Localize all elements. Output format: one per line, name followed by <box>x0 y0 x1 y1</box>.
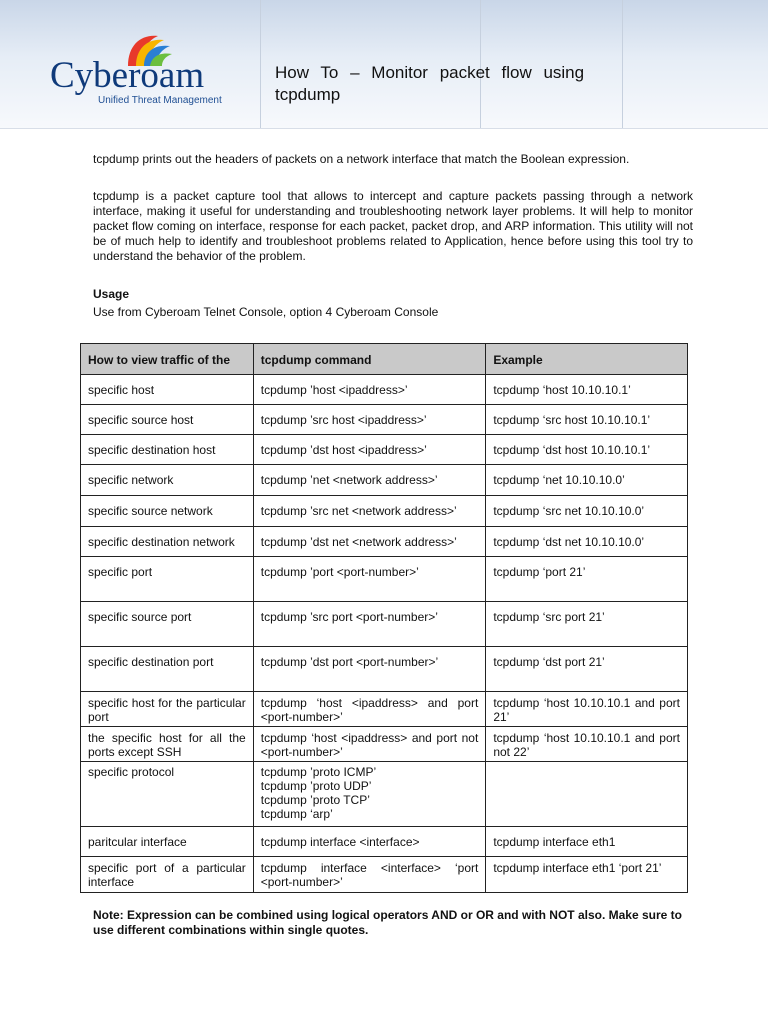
example-cell: tcpdump ‘src host 10.10.10.1’ <box>486 405 688 435</box>
table-row <box>81 527 688 557</box>
command-cell: tcpdump ’src net <network address>’ <box>253 496 486 527</box>
traffic-type-cell: specific source port <box>81 602 254 647</box>
table-row <box>81 465 688 496</box>
document-title-line1: How To – Monitor packet flow using <box>275 63 585 82</box>
command-cell: tcpdump interface <interface> <box>253 827 486 857</box>
intro-paragraph-1: tcpdump prints out the headers of packets on a network interface that match the Boolean expression. <box>93 152 630 166</box>
traffic-type-cell: specific source host <box>81 405 254 435</box>
example-cell: tcpdump ‘net 10.10.10.0’ <box>486 465 688 496</box>
example-cell <box>486 762 688 827</box>
command-cell: tcpdump ’port <port-number>’ <box>253 557 486 602</box>
column-header: How to view traffic of the <box>81 344 254 375</box>
command-cell: tcpdump ’src host <ipaddress>’ <box>253 405 486 435</box>
traffic-type-cell: specific destination host <box>81 435 254 465</box>
table-row <box>81 647 688 692</box>
table-row <box>81 496 688 527</box>
command-cell: tcpdump ’dst host <ipaddress>’ <box>253 435 486 465</box>
table-row <box>81 857 688 893</box>
intro-section <box>93 152 693 320</box>
table-row <box>81 602 688 647</box>
table-row <box>81 762 688 827</box>
usage-text: Use from Cyberoam Telnet Console, option 4 Cyberoam Console <box>93 305 439 319</box>
example-cell: tcpdump ‘host 10.10.10.1 and port not 22’ <box>486 727 688 762</box>
example-cell: tcpdump interface eth1 <box>486 827 688 857</box>
cyberoam-logo-text: Cyberoam <box>50 55 205 96</box>
column-header: Example <box>486 344 688 375</box>
traffic-type-cell: specific port <box>81 557 254 602</box>
document-title-line2: tcpdump <box>275 85 341 104</box>
traffic-type-cell: specific source network <box>81 496 254 527</box>
table-row <box>81 727 688 762</box>
table-header-row <box>81 344 688 375</box>
command-cell: tcpdump ’src port <port-number>’ <box>253 602 486 647</box>
command-cell: tcpdump interface <interface> ‘port <port-number>’ <box>253 857 486 893</box>
example-cell: tcpdump interface eth1 ‘port 21’ <box>486 857 688 893</box>
traffic-type-cell: specific host for the particular port <box>81 692 254 727</box>
table-row <box>81 375 688 405</box>
traffic-type-cell: specific port of a particular interface <box>81 857 254 893</box>
example-cell: tcpdump ‘dst host 10.10.10.1’ <box>486 435 688 465</box>
example-cell: tcpdump ‘dst net 10.10.10.0’ <box>486 527 688 557</box>
command-cell: tcpdump ’net <network address>’ <box>253 465 486 496</box>
command-cell: tcpdump ‘host <ipaddress> and port not <port-number>’ <box>253 727 486 762</box>
example-cell: tcpdump ‘host 10.10.10.1 and port 21’ <box>486 692 688 727</box>
traffic-type-cell: paritcular interface <box>81 827 254 857</box>
table-row <box>81 557 688 602</box>
traffic-type-cell: specific destination port <box>81 647 254 692</box>
table-row <box>81 405 688 435</box>
traffic-type-cell: specific host <box>81 375 254 405</box>
example-cell: tcpdump ‘src net 10.10.10.0’ <box>486 496 688 527</box>
traffic-type-cell: specific protocol <box>81 762 254 827</box>
example-cell: tcpdump ‘host 10.10.10.1’ <box>486 375 688 405</box>
command-cell: tcpdump ’dst port <port-number>’ <box>253 647 486 692</box>
table-row <box>81 827 688 857</box>
tcpdump-commands-table <box>80 343 688 893</box>
traffic-type-cell: specific destination network <box>81 527 254 557</box>
command-cell: tcpdump ’host <ipaddress>’ <box>253 375 486 405</box>
intro-paragraph-2: tcpdump is a packet capture tool that allows to intercept and capture packets passing through a network interface, making it useful for understanding and troubleshooting network layer problems. It will help to monitor packet flow coming on interface, response for each packet, packet drop, and ARP information. This utility will not be of much help to identify and troubleshoot problems related to Application, hence before using this tool try to understand the behavior of the problem. <box>93 189 693 263</box>
example-cell: tcpdump ‘dst port 21’ <box>486 647 688 692</box>
page-header <box>0 0 768 129</box>
cyberoam-logo-tagline: Unified Threat Management <box>98 95 222 106</box>
header-divider <box>622 0 623 128</box>
command-cell: tcpdump ‘host <ipaddress> and port <port-number>’ <box>253 692 486 727</box>
example-cell: tcpdump ‘port 21’ <box>486 557 688 602</box>
note-text: Note: Expression can be combined using logical operators AND or OR and with NOT also. Make sure to use different combinations within single quotes. <box>93 908 682 937</box>
document-title <box>275 62 615 106</box>
command-cell: tcpdump ’dst net <network address>’ <box>253 527 486 557</box>
traffic-type-cell: specific network <box>81 465 254 496</box>
example-cell: tcpdump ‘src port 21’ <box>486 602 688 647</box>
table-row <box>81 692 688 727</box>
command-cell: tcpdump ’proto ICMP’ tcpdump ’proto UDP’ tcpdump ’proto TCP’ tcpdump ‘arp’ <box>253 762 486 827</box>
header-divider <box>260 0 261 128</box>
table-row <box>81 435 688 465</box>
usage-heading: Usage <box>93 287 130 301</box>
traffic-type-cell: the specific host for all the ports except SSH <box>81 727 254 762</box>
column-header: tcpdump command <box>253 344 486 375</box>
